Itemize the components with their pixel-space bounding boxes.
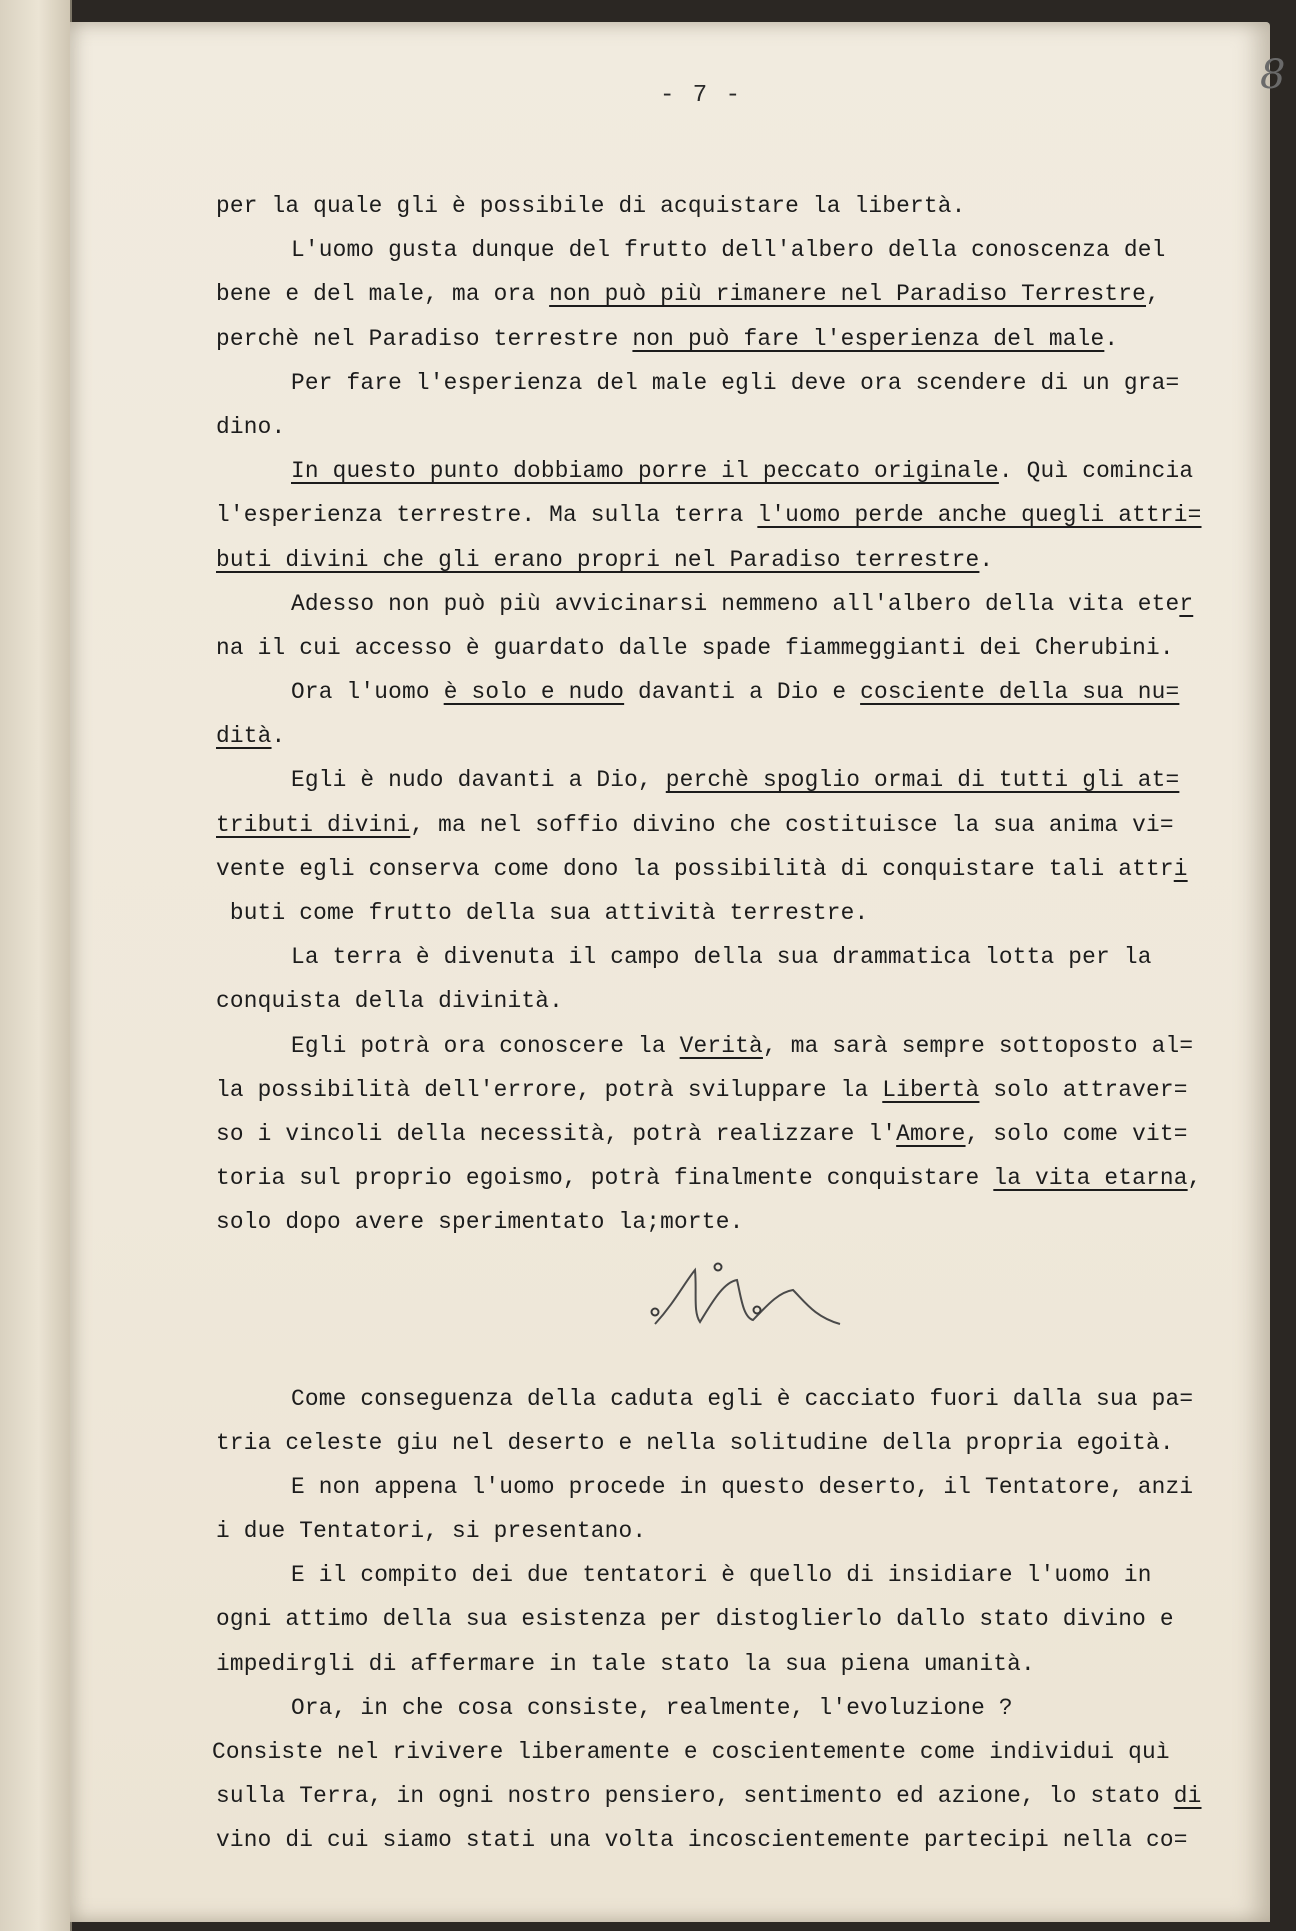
underlined-text: i [1173, 855, 1188, 882]
underlined-text: non può più rimanere nel Paradiso Terrestre [549, 281, 1146, 308]
text-line [216, 1465, 1296, 1509]
text-line [216, 847, 1296, 891]
text-segment: sulla Terra, in ogni nostro pensiero, sentimento ed azione, lo stato [216, 1783, 1174, 1810]
text-line [216, 1200, 1296, 1244]
text-line [216, 1642, 1296, 1686]
text-line [216, 1686, 1296, 1730]
text-line [216, 1112, 1296, 1156]
text-line [216, 1024, 1296, 1068]
text-segment: bene e del male, ma ora [216, 281, 550, 308]
text-segment: per la quale gli è possibile di acquistare la libertà. [216, 193, 966, 219]
text-segment: la possibilità dell'errore, potrà sviluppare la [216, 1076, 883, 1103]
text-segment: solo attraver= [979, 1076, 1188, 1103]
underlined-text: r [1179, 590, 1194, 617]
page-number: - 7 - [660, 82, 743, 109]
underlined-text: buti divini che gli erano propri nel Paradiso terrestre [216, 546, 980, 573]
text-line [216, 670, 1296, 714]
underlined-text: non può fare l'esperienza del male [632, 325, 1105, 352]
text-line [216, 1818, 1296, 1862]
text-segment: , [1187, 1165, 1202, 1192]
underlined-text: la vita etarna [993, 1165, 1188, 1192]
underlined-text: Verità [679, 1032, 763, 1059]
text-line [216, 493, 1296, 537]
text-segment: , [1146, 281, 1160, 308]
text-line [216, 272, 1296, 316]
text-segment: l'esperienza terrestre. Ma sulla terra [216, 502, 758, 529]
text-segment: , solo come vit= [965, 1120, 1188, 1147]
text-segment: so i vincoli della necessità, potrà realizzare l' [216, 1120, 897, 1147]
text-segment: Egli è nudo davanti a Dio, [291, 767, 666, 794]
text-segment: . [1104, 325, 1119, 352]
text-line [216, 1774, 1296, 1818]
book-binding [0, 0, 72, 1931]
underlined-text: In questo punto dobbiamo porre il peccato originale [291, 458, 999, 485]
text-segment: perchè nel Paradiso terrestre [216, 325, 633, 352]
text-segment: E il compito dei due tentatori è quello di insidiare l'uomo in [291, 1562, 1152, 1589]
text-segment: E non appena l'uomo procede in questo deserto, il Tentatore, anzi [291, 1473, 1194, 1500]
underlined-text: dità [216, 723, 272, 750]
text-line [216, 979, 1296, 1023]
text-line [216, 184, 1296, 228]
text-line [216, 405, 1296, 449]
text-line [216, 228, 1296, 272]
text-segment: . Quì comincia [998, 458, 1194, 485]
text-segment: davanti a Dio e [624, 679, 861, 706]
text-segment: , ma nel soffio divino che costituisce la sua anima vi= [410, 811, 1174, 838]
text-segment: . [979, 546, 994, 573]
text-line [216, 891, 1296, 935]
text-segment: vino di cui siamo stati una volta incoscientemente partecipi nella co= [216, 1827, 1188, 1854]
text-segment: conquista della divinità. [216, 988, 564, 1015]
text-segment: Adesso non può più avvicinarsi nemmeno all'albero della vita ete [291, 590, 1180, 617]
underlined-text: cosciente della sua nu= [860, 679, 1180, 706]
section-flourish-icon [645, 1262, 845, 1332]
text-line [216, 1156, 1296, 1200]
text-line [216, 317, 1296, 361]
text-segment: Ora, in che cosa consiste, realmente, l'evoluzione ? [291, 1694, 1013, 1721]
underlined-text: Libertà [882, 1076, 980, 1103]
text-segment: Per fare l'esperienza del male egli deve ora scendere di un gra= [291, 369, 1180, 396]
text-segment: ogni attimo della sua esistenza per distoglierlo dallo stato divino e [216, 1606, 1174, 1633]
underlined-text: perchè spoglio ormai di tutti gli at= [665, 767, 1180, 794]
underlined-text: di [1173, 1783, 1202, 1810]
text-segment: buti come frutto della sua attività terrestre. [216, 900, 869, 926]
text-line [216, 1377, 1296, 1421]
text-segment: L'uomo gusta dunque del frutto dell'albero della conoscenza del [291, 237, 1166, 264]
text-segment: na il cui accesso è guardato dalle spade fiammeggianti dei Cherubini. [216, 634, 1174, 661]
text-segment: La terra è divenuta il campo della sua drammatica lotta per la [291, 944, 1152, 971]
folio-mark: 8 [1260, 52, 1286, 98]
text-segment: Consiste nel rivivere liberamente e coscientemente come individui quì [212, 1739, 1170, 1765]
text-segment: tria celeste giu nel deserto e nella solitudine della propria egoità. [216, 1429, 1174, 1456]
text-segment: solo dopo avere sperimentato la;morte. [216, 1209, 744, 1236]
underlined-text: è solo e nudo [443, 679, 625, 706]
underlined-text: tributi divini [216, 811, 411, 838]
document-page [70, 22, 1286, 1922]
text-segment: dino. [216, 413, 286, 440]
text-segment: Egli potrà ora conoscere la [291, 1032, 680, 1059]
text-line [216, 758, 1296, 802]
text-line [216, 1597, 1296, 1641]
text-line [216, 626, 1296, 670]
text-line [216, 538, 1296, 582]
text-line [216, 935, 1296, 979]
text-segment: i due Tentatori, si presentano. [216, 1518, 647, 1545]
text-segment: Ora l'uomo [291, 679, 444, 706]
text-segment: impedirgli di affermare in tale stato la sua piena umanità. [216, 1650, 1035, 1677]
text-line [216, 1421, 1296, 1465]
text-line [216, 1509, 1296, 1553]
text-segment: Come conseguenza della caduta egli è cacciato fuori dalla sua pa= [291, 1385, 1194, 1412]
text-segment: toria sul proprio egoismo, potrà finalmente conquistare [216, 1165, 994, 1192]
text-segment: . [271, 723, 286, 750]
text-line [216, 449, 1296, 493]
text-line [216, 714, 1296, 758]
text-segment: , ma sarà sempre sottoposto al= [762, 1032, 1194, 1059]
underlined-text: Amore [896, 1120, 966, 1147]
text-segment: vente egli conserva come dono la possibilità di conquistare tali attr [216, 855, 1174, 882]
text-line [212, 1730, 1296, 1774]
text-line [216, 1553, 1296, 1597]
text-line [216, 582, 1296, 626]
text-line [216, 803, 1296, 847]
underlined-text: l'uomo perde anche quegli attri= [757, 502, 1202, 529]
text-line [216, 361, 1296, 405]
text-line [216, 1068, 1296, 1112]
body-text [212, 184, 1296, 1863]
